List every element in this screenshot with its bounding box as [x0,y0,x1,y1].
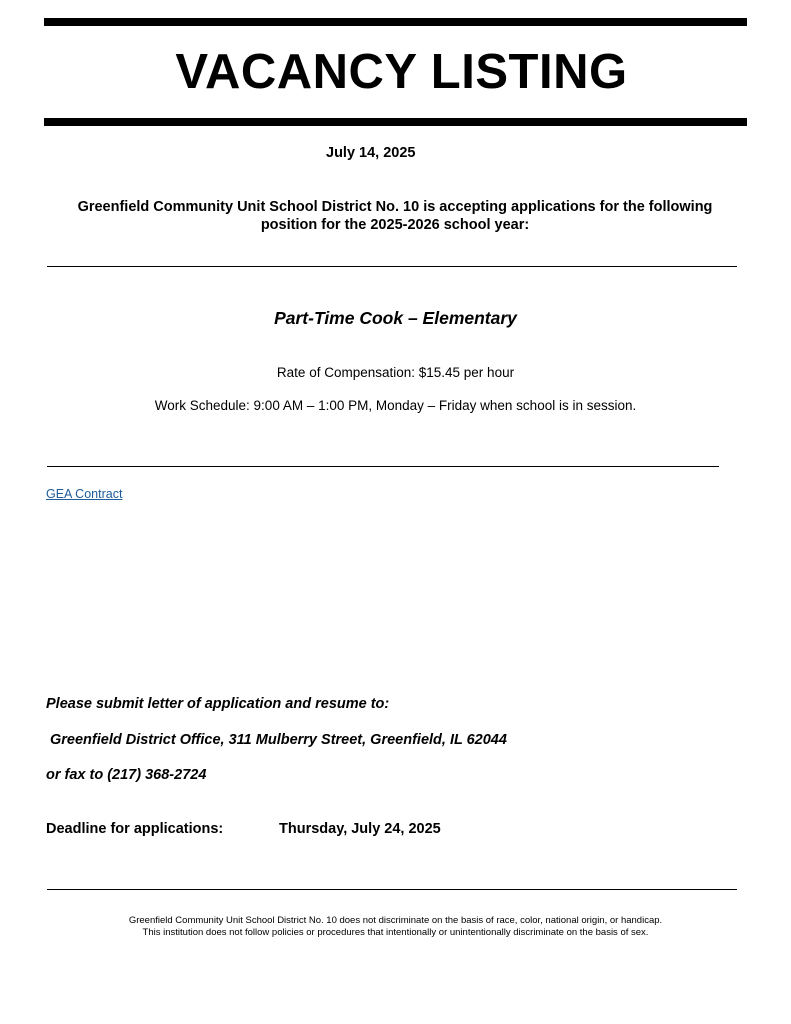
divider-3 [47,889,737,890]
compensation-rate: Rate of Compensation: $15.45 per hour [276,365,515,380]
fax-number: or fax to (217) 368-2724 [46,767,207,783]
gea-contract-link[interactable]: GEA Contract [46,487,123,501]
footer-line-2: This institution does not follow policies or procedures that intentionally or unintentionally discriminate on the basis of sex. [142,927,649,938]
intro-text [50,198,740,234]
submit-instruction: Please submit letter of application and resume to: [46,696,390,712]
office-address: Greenfield District Office, 311 Mulberry Street, Greenfield, IL 62044 [50,732,507,748]
top-bar [44,18,747,26]
posting-date: July 14, 2025 [326,145,416,161]
page-title: VACANCY LISTING [175,45,628,99]
work-schedule: Work Schedule: 9:00 AM – 1:00 PM, Monday – Friday when school is in session. [154,398,637,413]
intro-line-1: Greenfield Community Unit School District No. 10 is accepting applications for the following [77,199,713,215]
position-title: Part-Time Cook – Elementary [274,308,517,328]
deadline-date: Thursday, July 24, 2025 [279,821,441,837]
footer-disclaimer [0,915,791,939]
divider-2 [47,466,719,467]
title-bottom-bar [44,118,747,126]
deadline-label: Deadline for applications: [46,821,224,837]
footer-line-1: Greenfield Community Unit School District No. 10 does not discriminate on the basis of race, color, national origin, or handicap. [128,915,663,926]
divider-1 [47,266,737,267]
intro-line-2: position for the 2025-2026 school year: [260,217,530,233]
